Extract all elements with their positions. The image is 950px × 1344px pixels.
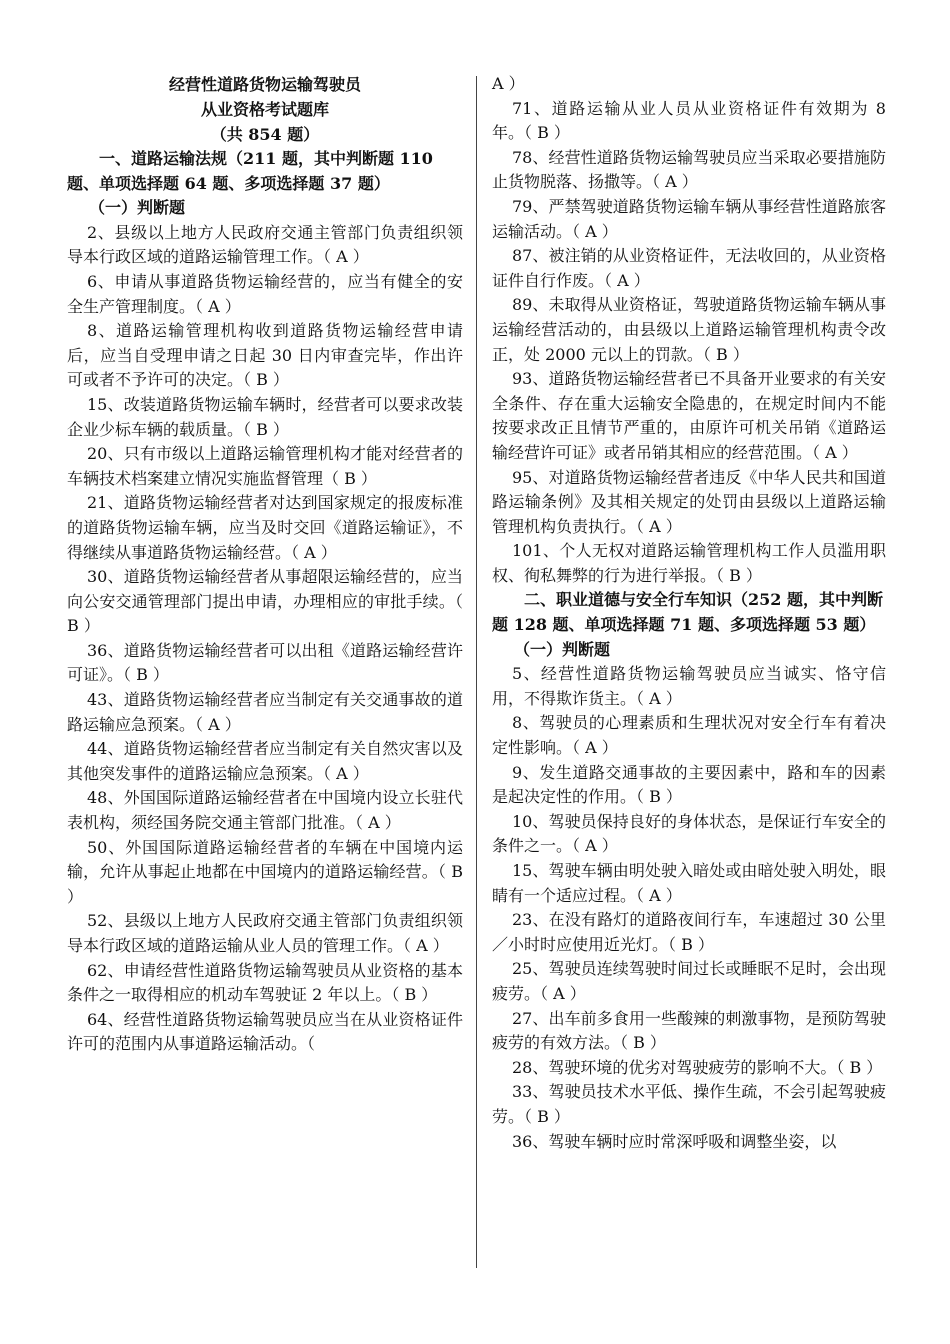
question-item: 15、改装道路货物运输车辆时，经营者可以要求改装企业少标车辆的载质量。（ B ） [67,394,463,439]
question-item: 43、道路货物运输经营者应当制定有关交通事故的道路运输应急预案。（ A ） [67,690,463,734]
question-item: 36、道路货物运输经营者可以出租《道路运输经营许可证》。（ B ） [67,640,463,685]
question-item: 50、外国国际道路运输经营者的车辆在中国境内运输，允许从事起止地都在中国境内的道路运输经营。（ B ） [67,837,463,906]
question-item: 33、驾驶员技术水平低、操作生疏，不会引起驾驶疲劳。（ B ） [492,1082,886,1126]
question-item: 28、驾驶环境的优劣对驾驶疲劳的影响不大。（ B ） [512,1057,883,1077]
section-subheading: （一）判断题 [89,198,186,218]
question-item: 79、严禁驾驶道路货物运输车辆从事经营性道路旅客运输活动。（ A ） [492,196,886,241]
doc-title-line-3: （共 854 题） [210,125,320,144]
right-body [492,72,886,1154]
question-item: 15、驾驶车辆由明处驶入暗处或由暗处驶入明处，眼睛有一个适应过程。（ A ） [492,861,886,905]
question-item: 44、道路货物运输经营者应当制定有关自然灾害以及其他突发事件的道路运输应急预案。（ A ） [67,739,463,783]
question-item: 6、申请从事道路货物运输经营的，应当有健全的安全生产管理制度。（ A ） [67,271,463,316]
question-item: 27、出车前多食用一些酸辣的刺激事物，是预防驾驶疲劳的有效方法。（ B ） [492,1008,886,1053]
question-item: 10、驾驶员保持良好的身体状态，是保证行车安全的条件之一。（ A ） [492,811,886,856]
question-item: 89、未取得从业资格证，驾驶道路货物运输车辆从事运输经营活动的，由县级以上道路运输管理机构责令改正，处 2000 元以上的罚款。（ B ） [492,295,886,364]
question-item: 78、经营性道路货物运输驾驶员应当采取必要措施防止货物脱落、扬撒等。（ A ） [492,147,886,192]
question-item: 20、只有市级以上道路运输管理机构才能对经营者的车辆技术档案建立情况实施监督管理（ B ） [67,444,463,488]
left-body [67,147,463,1057]
question-item: 95、对道路货物运输经营者违反《中华人民共和国道路运输条例》及其相关规定的处罚由县级以上道路运输管理机构负责执行。（ A ） [492,467,886,536]
section-heading: 二、职业道德与安全行车知识（252 题，其中判断题 128 题、单项选择题 71 题、多项选择题 53 题） [492,590,883,635]
question-item: 25、驾驶员连续驾驶时间过长或睡眠不足时，会出现疲劳。（ A ） [492,959,886,1003]
question-item: 9、发生道路交通事故的主要因素中，路和车的因素是起决定性的作用。（ B ） [492,762,886,807]
doc-title-line-1: 经营性道路货物运输驾驶员 [168,75,361,94]
question-item: 71、道路运输从业人员从业资格证件有效期为 8 年。（ B ） [492,98,886,143]
question-item: 48、外国国际道路运输经营者在中国境内设立长驻代表机构，须经国务院交通主管部门批准。（ A ） [67,788,463,833]
question-item: 87、被注销的从业资格证件，无法收回的，从业资格证件自行作废。（ A ） [492,246,886,290]
question-item: 8、道路运输管理机构收到道路货物运输经营申请后，应当自受理申请之日起 30 日内审查完毕，作出许可或者不予许可的决定。（ B ） [67,321,463,390]
question-item: 5、经营性道路货物运输驾驶员应当诚实、恪守信用，不得欺诈货主。（ A ） [492,664,886,708]
question-item: 23、在没有路灯的道路夜间行车，车速超过 30 公里／小时时应使用近光灯。（ B ） [492,910,886,954]
question-item: 8、驾驶员的心理素质和生理状况对安全行车有着决定性影响。（ A ） [492,713,886,758]
doc-title-line-2: 从业资格考试题库 [200,100,329,119]
question-item: 101、个人无权对道路运输管理机构工作人员滥用职权、徇私舞弊的行为进行举报。（ B ） [492,541,886,585]
question-item: 62、申请经营性道路货物运输驾驶员从业资格的基本条件之一取得相应的机动车驾驶证 2 年以上。（ B ） [67,960,463,1005]
left-column [67,72,463,1057]
column-divider [476,76,477,1268]
question-item: 36、驾驶车辆时应时常深呼吸和调整坐姿，以 [512,1131,837,1151]
question-item: 64、经营性道路货物运输驾驶员应当在从业资格证件许可的范围内从事道路运输活动。（ [67,1009,463,1054]
section-heading: 一、道路运输法规（211 题，其中判断题 110 题、单项选择题 64 题、多项选择题 37 题） [67,149,433,193]
right-column [492,72,886,1154]
question-item: 30、道路货物运输经营者从事超限运输经营的，应当向公安交通管理部门提出申请，办理相应的审批手续。（ B ） [67,567,463,636]
question-continuation: A ） [492,74,525,93]
question-item: 2、县级以上地方人民政府交通主管部门负责组织领导本行政区域的道路运输管理工作。（ A ） [67,222,463,267]
question-item: 21、道路货物运输经营者对达到国家规定的报废标准的道路货物运输车辆，应当及时交回《道路运输证》，不得继续从事道路货物运输经营。（ A ） [67,493,463,562]
section-subheading: （一）判断题 [514,639,611,659]
question-item: 93、道路货物运输经营者已不具备开业要求的有关安全条件、存在重大运输安全隐患的，在规定时间内不能按要求改正且情节严重的，由原许可机关吊销《道路运输经营许可证》或者吊销其相应的经营范围。（ A ） [492,369,886,462]
question-item: 52、县级以上地方人民政府交通主管部门负责组织领导本行政区域的道路运输从业人员的管理工作。（ A ） [67,911,463,955]
